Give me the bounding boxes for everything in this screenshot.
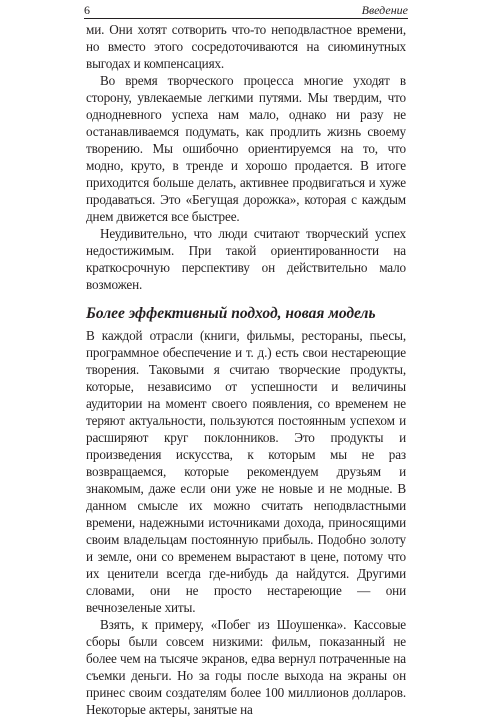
header-rule [84, 18, 408, 19]
paragraph: Неудивительно, что люди считают творческий успех недостижимым. При такой ориентированности на краткосрочную перспективу он действительно мало возможен. [86, 226, 406, 292]
paragraph: Взять, к примеру, «Побег из Шоушенка». Кассовые сборы были совсем низкими: фильм, показанный не более чем на тысяче экранов, едва вернул потраченные на съемки деньги. Но за годы после выхода на экраны он принес своим создателям более 100 миллионов долларов. Некоторые актеры, занятые на [86, 617, 406, 717]
running-head [84, 2, 408, 18]
paragraph: В каждой отрасли (книги, фильмы, рестораны, пьесы, программное обеспечение и т. д.) есть свои нестареющие творения. Таковыми я считаю творческие продукты, которые, независимо от успешности и величины аудитории на момент своего появления, со временем не теряют актуальности, пользуются постоянным успехом и расширяют круг поклонников. Это продукты и произведения искусства, к которым мы не раз возвращаемся, которые рекомендуем друзьям и знакомым, даже если они уже не новые и не модные. В данном смысле их можно считать неподвластными времени, надежными источниками дохода, приносящими своим владельцам постоянную прибыль. Подобно золоту и земле, они со временем вырастают в цене, потому что их ценители всегда где-нибудь да найдутся. Другими словами, они не просто нестареющие — они вечнозеленые хиты. [86, 328, 406, 615]
paragraph: Во время творческого процесса многие уходят в сторону, увлекаемые легкими путями. Мы твердим, что однодневного успеха нам мало, однако ни разу не останавливаемся подумать, как продлить жизнь своему творению. Мы ошибочно ориентируемся на то, что модно, круто, в тренде и хорошо продается. В итоге приходится больше делать, активнее продвигаться и хуже продаваться. Это «Бегущая дорожка», которая с каждым днем движется все быстрее. [86, 73, 406, 224]
page-number: 6 [84, 3, 90, 17]
section-subheading: Более эффективный подход, новая модель [86, 305, 376, 322]
paragraph: ми. Они хотят сотворить что-то неподвластное времени, но вместо этого сосредоточиваются на сиюминутных выгодах и компенсациях. [86, 22, 406, 71]
body-text [86, 21, 406, 718]
section-title: Введение [361, 3, 408, 17]
